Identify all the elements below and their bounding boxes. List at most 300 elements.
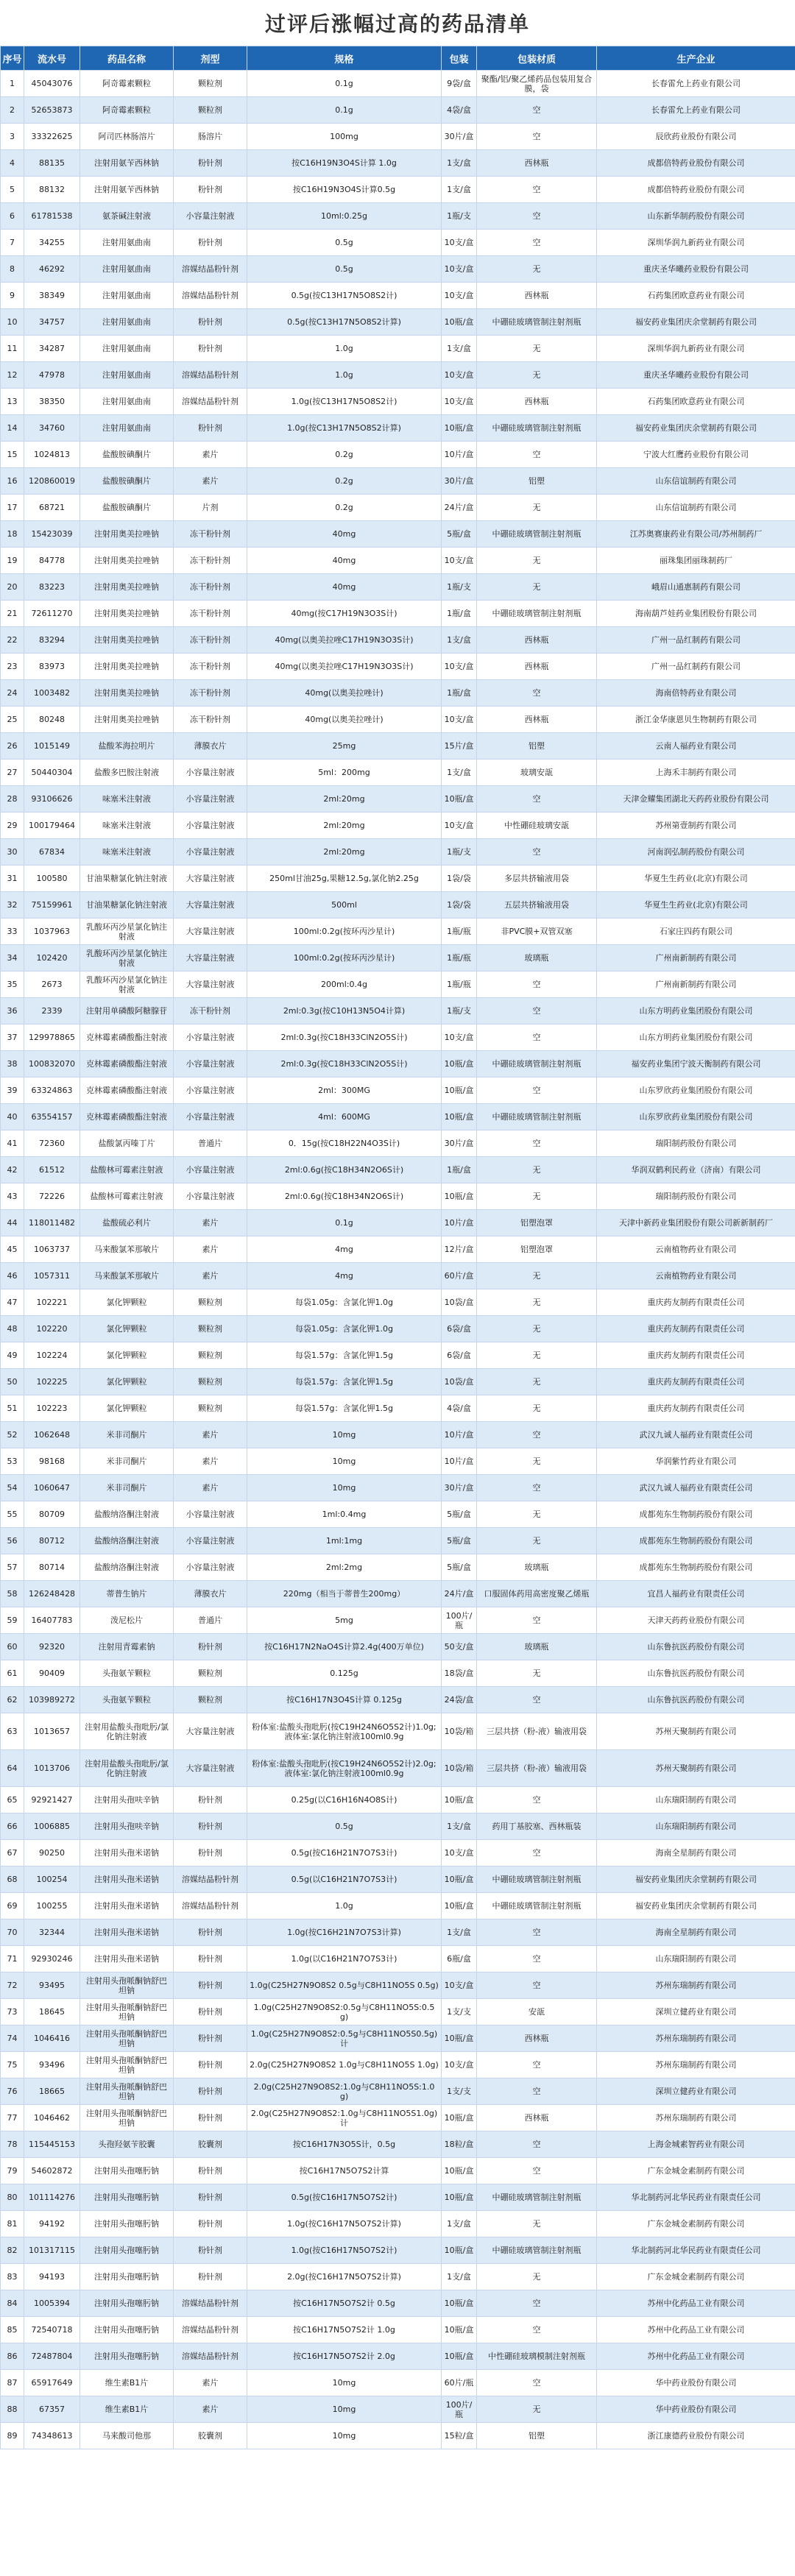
cell-drug-name: 注射用氨曲南 [80,362,174,389]
cell-package: 10支/盒 [442,654,477,680]
cell-serial: 92930246 [24,1946,80,1972]
cell-package-material: 铝塑泡罩 [477,1236,597,1263]
cell-package: 1支/盒 [442,336,477,362]
cell-package: 15粒/盒 [442,2423,477,2449]
cell-drug-name: 注射用头孢噻肟钠 [80,2343,174,2370]
cell-serial: 18645 [24,1999,80,2025]
cell-index: 12 [1,362,24,389]
cell-index: 23 [1,654,24,680]
cell-package-material: 中硼硅玻璃管制注射剂瓶 [477,521,597,548]
cell-specification: 2ml:2mg [247,1554,442,1581]
cell-manufacturer: 华中药业股份有限公司 [597,2396,795,2423]
cell-index: 38 [1,1051,24,1078]
cell-manufacturer: 瑞阳制药股份有限公司 [597,1183,795,1210]
cell-dosage-form: 溶媒结晶粉针剂 [174,389,247,415]
cell-package: 10瓶/盒 [442,1893,477,1919]
cell-specification: 2.0g(C25H27N9O8S2:1.0g与C8H11NO5S1.0g)计 [247,2105,442,2131]
cell-package: 10支/盒 [442,256,477,283]
cell-package: 60片/盒 [442,1263,477,1289]
cell-index: 74 [1,2025,24,2052]
cell-drug-name: 氯化钾颗粒 [80,1289,174,1316]
table-row [1,97,795,124]
cell-manufacturer: 浙江康德药业股份有限公司 [597,2423,795,2449]
cell-manufacturer: 浙江金华康恩贝生物制药有限公司 [597,707,795,733]
cell-serial: 50440304 [24,760,80,786]
cell-dosage-form: 素片 [174,1422,247,1448]
cell-serial: 67834 [24,839,80,866]
cell-specification: 1.0g(按C16H17N5O7S2计) [247,2237,442,2264]
cell-dosage-form: 胶囊剂 [174,2131,247,2158]
cell-package-material: 无 [477,1263,597,1289]
cell-manufacturer: 山东罗欣药业集团股份有限公司 [597,1078,795,1104]
table-row [1,2343,795,2370]
cell-manufacturer: 辰欣药业股份有限公司 [597,124,795,150]
cell-dosage-form: 大容量注射液 [174,1713,247,1750]
cell-drug-name: 马来酸司他那 [80,2423,174,2449]
table-row [1,283,795,309]
cell-index: 53 [1,1448,24,1475]
cell-package-material: 聚酯/铝/聚乙烯药品包装用复合膜，袋 [477,71,597,97]
table-row [1,1919,795,1946]
cell-serial: 120860019 [24,468,80,495]
cell-serial: 93496 [24,2052,80,2078]
cell-dosage-form: 粉针剂 [174,2264,247,2290]
cell-dosage-form: 普通片 [174,1607,247,1634]
table-row [1,256,795,283]
table-row [1,1025,795,1051]
cell-serial: 47978 [24,362,80,389]
cell-package: 10瓶/盒 [442,1051,477,1078]
cell-serial: 65917649 [24,2370,80,2396]
cell-specification: 4ml：600MG [247,1104,442,1130]
cell-manufacturer: 重庆圣华曦药业股份有限公司 [597,256,795,283]
cell-package-material: 五层共挤输液用袋 [477,892,597,919]
cell-serial: 72540718 [24,2317,80,2343]
cell-dosage-form: 小容量注射液 [174,839,247,866]
cell-package-material: 无 [477,1369,597,1395]
table-row [1,892,795,919]
cell-dosage-form: 薄膜衣片 [174,733,247,760]
cell-serial: 115445153 [24,2131,80,2158]
table-row [1,362,795,389]
table-row [1,1078,795,1104]
table-row [1,1183,795,1210]
cell-specification: 10mg [247,2396,442,2423]
cell-manufacturer: 瑞阳制药股份有限公司 [597,1130,795,1157]
cell-index: 47 [1,1289,24,1316]
cell-manufacturer: 华夏生生药业(北京)有限公司 [597,866,795,892]
cell-index: 61 [1,1660,24,1687]
cell-specification: 4mg [247,1236,442,1263]
cell-dosage-form: 小容量注射液 [174,1051,247,1078]
table-row [1,468,795,495]
cell-serial: 102220 [24,1316,80,1342]
cell-specification: 500ml [247,892,442,919]
cell-package: 1瓶/盒 [442,1157,477,1183]
cell-manufacturer: 天津中新药业集团股份有限公司新新制药厂 [597,1210,795,1236]
cell-package-material: 空 [477,1946,597,1972]
cell-drug-name: 米非司酮片 [80,1448,174,1475]
cell-drug-name: 注射用头孢噻肟钠 [80,2237,174,2264]
table-row [1,1395,795,1422]
cell-index: 50 [1,1369,24,1395]
cell-specification: 4mg [247,1263,442,1289]
cell-manufacturer: 山东瑞阳制药有限公司 [597,1946,795,1972]
cell-dosage-form: 冻干粉针剂 [174,707,247,733]
cell-serial: 1046416 [24,2025,80,2052]
cell-dosage-form: 溶媒结晶粉针剂 [174,2290,247,2317]
cell-package: 6袋/盒 [442,1342,477,1369]
cell-package-material: 空 [477,2078,597,2105]
cell-package: 10瓶/盒 [442,2317,477,2343]
cell-package: 15片/盒 [442,733,477,760]
cell-package: 1支/盒 [442,1919,477,1946]
cell-manufacturer: 苏州东瑞制药有限公司 [597,2025,795,2052]
cell-specification: 2ml:0.3g(按C10H13N5O4计算) [247,998,442,1025]
cell-index: 26 [1,733,24,760]
cell-package: 60片/瓶 [442,2370,477,2396]
cell-manufacturer: 成都倍特药业股份有限公司 [597,150,795,177]
table-row [1,1660,795,1687]
table-row [1,442,795,468]
cell-package: 10瓶/盒 [442,2025,477,2052]
cell-index: 31 [1,866,24,892]
cell-drug-name: 盐酸纳洛酮注射液 [80,1554,174,1581]
cell-drug-name: 注射用氨苄西林钠 [80,150,174,177]
cell-dosage-form: 颗粒剂 [174,1342,247,1369]
cell-serial: 129978865 [24,1025,80,1051]
cell-drug-name: 乳酸环丙沙星氯化钠注射液 [80,972,174,998]
cell-index: 58 [1,1581,24,1607]
table-row [1,1369,795,1395]
table-row [1,1210,795,1236]
cell-serial: 34255 [24,230,80,256]
cell-index: 56 [1,1528,24,1554]
cell-package-material: 空 [477,2370,597,2396]
cell-manufacturer: 华北制药河北华民药业有限责任公司 [597,2237,795,2264]
table-row [1,1448,795,1475]
cell-package-material: 中硼硅玻璃管制注射剂瓶 [477,1104,597,1130]
cell-dosage-form: 小容量注射液 [174,1104,247,1130]
cell-serial: 72611270 [24,601,80,627]
cell-specification: 每袋1.57g：含氯化钾1.5g [247,1369,442,1395]
cell-index: 9 [1,283,24,309]
cell-dosage-form: 小容量注射液 [174,1183,247,1210]
cell-package: 5瓶/盒 [442,1554,477,1581]
cell-package-material: 无 [477,1157,597,1183]
cell-drug-name: 盐酸氯丙嗪丁片 [80,1130,174,1157]
cell-drug-name: 阿奇霉素颗粒 [80,97,174,124]
cell-specification: 1ml:1mg [247,1528,442,1554]
cell-index: 6 [1,203,24,230]
table-row [1,1501,795,1528]
cell-package: 1支/支 [442,2078,477,2105]
cell-package-material: 空 [477,177,597,203]
cell-package-material: 西林瓶 [477,627,597,654]
cell-package: 10瓶/盒 [442,2237,477,2264]
cell-index: 2 [1,97,24,124]
cell-index: 45 [1,1236,24,1263]
cell-specification: 1.0g(按C16H21N7O7S3计算) [247,1919,442,1946]
cell-serial: 1037963 [24,919,80,945]
cell-serial: 93495 [24,1972,80,1999]
cell-serial: 54602872 [24,2158,80,2184]
cell-drug-name: 克林霉素磷酸酯注射液 [80,1051,174,1078]
cell-package-material: 无 [477,1342,597,1369]
table-row [1,2025,795,2052]
cell-manufacturer: 成都苑东生物制药股份有限公司 [597,1554,795,1581]
table-row [1,1972,795,1999]
table-row [1,2317,795,2343]
cell-drug-name: 马来酸氯苯那敏片 [80,1236,174,1263]
cell-manufacturer: 成都倍特药业股份有限公司 [597,177,795,203]
cell-serial: 1057311 [24,1263,80,1289]
cell-package-material: 空 [477,972,597,998]
cell-index: 76 [1,2078,24,2105]
table-row [1,230,795,256]
cell-specification: 1ml:0.4mg [247,1501,442,1528]
cell-manufacturer: 广州南新制药有限公司 [597,945,795,972]
cell-index: 1 [1,71,24,97]
cell-index: 3 [1,124,24,150]
cell-serial: 88132 [24,177,80,203]
cell-package: 5瓶/盒 [442,1501,477,1528]
table-row [1,1607,795,1634]
cell-specification: 0.5g(按C16H17N5O7S2计) [247,2184,442,2211]
table-row [1,2131,795,2158]
cell-package: 1瓶/瓶 [442,945,477,972]
cell-package: 6袋/盒 [442,1316,477,1342]
cell-drug-name: 氯化钾颗粒 [80,1369,174,1395]
cell-drug-name: 注射用头孢噻肟钠 [80,2158,174,2184]
cell-package: 24袋/盒 [442,1687,477,1713]
cell-package-material: 空 [477,2317,597,2343]
table-row [1,627,795,654]
cell-index: 85 [1,2317,24,2343]
cell-dosage-form: 肠溶片 [174,124,247,150]
cell-serial: 63554157 [24,1104,80,1130]
cell-dosage-form: 粉针剂 [174,1840,247,1866]
cell-drug-name: 氯化钾颗粒 [80,1395,174,1422]
cell-dosage-form: 粉针剂 [174,1972,247,1999]
cell-index: 73 [1,1999,24,2025]
cell-specification: 100ml:0.2g(按环丙沙星计) [247,945,442,972]
cell-dosage-form: 颗粒剂 [174,1316,247,1342]
cell-serial: 100255 [24,1893,80,1919]
cell-serial: 16407783 [24,1607,80,1634]
cell-package-material: 无 [477,2264,597,2290]
cell-index: 52 [1,1422,24,1448]
cell-specification: 10mg [247,2370,442,2396]
cell-drug-name: 注射用单磷酸阿糖腺苷 [80,998,174,1025]
cell-package-material: 西林瓶 [477,150,597,177]
table-row [1,813,795,839]
cell-drug-name: 蒂普生钠片 [80,1581,174,1607]
cell-manufacturer: 重庆药友制药有限责任公司 [597,1369,795,1395]
cell-package: 10支/盒 [442,707,477,733]
cell-package: 10片/盒 [442,1448,477,1475]
header-drug-name: 药品名称 [80,46,174,71]
cell-manufacturer: 华润双鹤利民药业（济南）有限公司 [597,1157,795,1183]
cell-package-material: 空 [477,1130,597,1157]
cell-package-material: 西林瓶 [477,283,597,309]
header-dosage-form: 剂型 [174,46,247,71]
cell-package: 30片/盒 [442,1475,477,1501]
cell-index: 84 [1,2290,24,2317]
cell-drug-name: 注射用氨曲南 [80,256,174,283]
header-specification: 规格 [247,46,442,71]
table-row [1,1528,795,1554]
cell-specification: 按C16H17N3O4S计算 0.125g [247,1687,442,1713]
cell-specification: 40mg [247,521,442,548]
cell-package-material: 中硼硅玻璃管制注射剂瓶 [477,309,597,336]
cell-serial: 2673 [24,972,80,998]
table-row [1,521,795,548]
cell-specification: 0.1g [247,71,442,97]
cell-package-material: 空 [477,1078,597,1104]
cell-dosage-form: 粉针剂 [174,415,247,442]
cell-dosage-form: 粉针剂 [174,150,247,177]
table-row [1,1750,795,1787]
cell-package: 1支/支 [442,1999,477,2025]
cell-package: 10袋/箱 [442,1713,477,1750]
cell-dosage-form: 冻干粉针剂 [174,654,247,680]
cell-serial: 34757 [24,309,80,336]
cell-serial: 101317115 [24,2237,80,2264]
cell-serial: 67357 [24,2396,80,2423]
cell-specification: 40mg(以奥美拉唑计) [247,707,442,733]
cell-index: 51 [1,1395,24,1422]
cell-package-material: 中硼硅玻璃管制注射剂瓶 [477,415,597,442]
cell-specification: 220mg（相当于蒂普生200mg） [247,1581,442,1607]
cell-manufacturer: 江苏奥赛康药业有限公司/苏州制药厂 [597,521,795,548]
cell-index: 20 [1,574,24,601]
cell-serial: 93106626 [24,786,80,813]
table-row [1,1840,795,1866]
cell-drug-name: 注射用头孢哌酮钠舒巴坦钠 [80,2025,174,2052]
table-row [1,919,795,945]
cell-specification: 1.0g [247,336,442,362]
table-row [1,707,795,733]
cell-package-material: 西林瓶 [477,389,597,415]
cell-package: 12片/盒 [442,1236,477,1263]
cell-drug-name: 盐酸纳洛酮注射液 [80,1528,174,1554]
cell-package-material: 中硼硅玻璃管制注射剂瓶 [477,1866,597,1893]
table-row [1,1687,795,1713]
table-row [1,760,795,786]
cell-serial: 1013706 [24,1750,80,1787]
cell-drug-name: 注射用头孢呋辛钠 [80,1814,174,1840]
table-row [1,1475,795,1501]
table-row [1,389,795,415]
cell-specification: 1.0g(以C16H21N7O7S3计) [247,1946,442,1972]
cell-drug-name: 注射用氨曲南 [80,336,174,362]
cell-specification: 1.0g [247,1893,442,1919]
cell-dosage-form: 大容量注射液 [174,945,247,972]
table-row [1,998,795,1025]
cell-package: 5瓶/盒 [442,521,477,548]
cell-dosage-form: 素片 [174,2396,247,2423]
cell-serial: 126248428 [24,1581,80,1607]
cell-package: 1袋/袋 [442,866,477,892]
page-title: 过评后涨幅过高的药品清单 [264,12,530,36]
header-manufacturer: 生产企业 [597,46,795,71]
cell-package-material: 无 [477,256,597,283]
cell-dosage-form: 溶媒结晶粉针剂 [174,256,247,283]
cell-drug-name: 克林霉素磷酸酯注射液 [80,1025,174,1051]
cell-drug-name: 注射用头孢哌酮钠舒巴坦钠 [80,2105,174,2131]
cell-package-material: 空 [477,1919,597,1946]
cell-manufacturer: 山东信谊制药有限公司 [597,495,795,521]
cell-serial: 98168 [24,1448,80,1475]
table-row [1,1999,795,2025]
cell-manufacturer: 天津金耀集团湖北天药药业股份有限公司 [597,786,795,813]
header-package-material: 包装材质 [477,46,597,71]
cell-package-material: 无 [477,1528,597,1554]
cell-index: 24 [1,680,24,707]
cell-package: 10支/盒 [442,230,477,256]
cell-specification: 0.125g [247,1660,442,1687]
cell-package: 10瓶/盒 [442,1104,477,1130]
cell-index: 49 [1,1342,24,1369]
cell-package: 50支/盒 [442,1634,477,1660]
cell-drug-name: 盐酸多巴胺注射液 [80,760,174,786]
cell-package: 1瓶/支 [442,574,477,601]
cell-index: 80 [1,2184,24,2211]
cell-dosage-form: 小容量注射液 [174,760,247,786]
table-row [1,2396,795,2423]
header-row [1,46,795,71]
cell-specification: 0.1g [247,97,442,124]
cell-manufacturer: 山东信谊制药有限公司 [597,468,795,495]
cell-dosage-form: 素片 [174,1236,247,1263]
cell-manufacturer: 成都苑东生物制药股份有限公司 [597,1501,795,1528]
cell-drug-name: 头孢羟氨苄胶囊 [80,2131,174,2158]
cell-manufacturer: 山东瑞阳制药有限公司 [597,1814,795,1840]
cell-manufacturer: 山东鲁抗医药股份有限公司 [597,1660,795,1687]
cell-package-material: 空 [477,1475,597,1501]
cell-manufacturer: 海南全星制药有限公司 [597,1840,795,1866]
cell-specification: 40mg(以奥美拉唑计) [247,680,442,707]
cell-index: 5 [1,177,24,203]
cell-drug-name: 马来酸氯苯那敏片 [80,1263,174,1289]
cell-serial: 1003482 [24,680,80,707]
cell-package: 1瓶/支 [442,998,477,1025]
cell-dosage-form: 颗粒剂 [174,1687,247,1713]
cell-index: 68 [1,1866,24,1893]
cell-dosage-form: 颗粒剂 [174,1289,247,1316]
cell-dosage-form: 冻干粉针剂 [174,627,247,654]
cell-index: 81 [1,2211,24,2237]
cell-index: 66 [1,1814,24,1840]
table-row [1,124,795,150]
cell-dosage-form: 小容量注射液 [174,203,247,230]
cell-manufacturer: 武汉九诚人福药业有限责任公司 [597,1422,795,1448]
cell-package-material: 空 [477,97,597,124]
cell-manufacturer: 广州南新制药有限公司 [597,972,795,998]
cell-specification: 2ml:20mg [247,839,442,866]
cell-package-material: 中硼硅玻璃管制注射剂瓶 [477,1051,597,1078]
cell-dosage-form: 粉针剂 [174,1787,247,1814]
cell-drug-name: 米非司酮片 [80,1475,174,1501]
cell-specification: 0.2g [247,495,442,521]
cell-dosage-form: 粉针剂 [174,1814,247,1840]
cell-package-material: 无 [477,1289,597,1316]
cell-dosage-form: 小容量注射液 [174,786,247,813]
cell-serial: 100179464 [24,813,80,839]
cell-manufacturer: 宁波大红鹰药业股份有限公司 [597,442,795,468]
cell-drug-name: 盐酸纳洛酮注射液 [80,1501,174,1528]
